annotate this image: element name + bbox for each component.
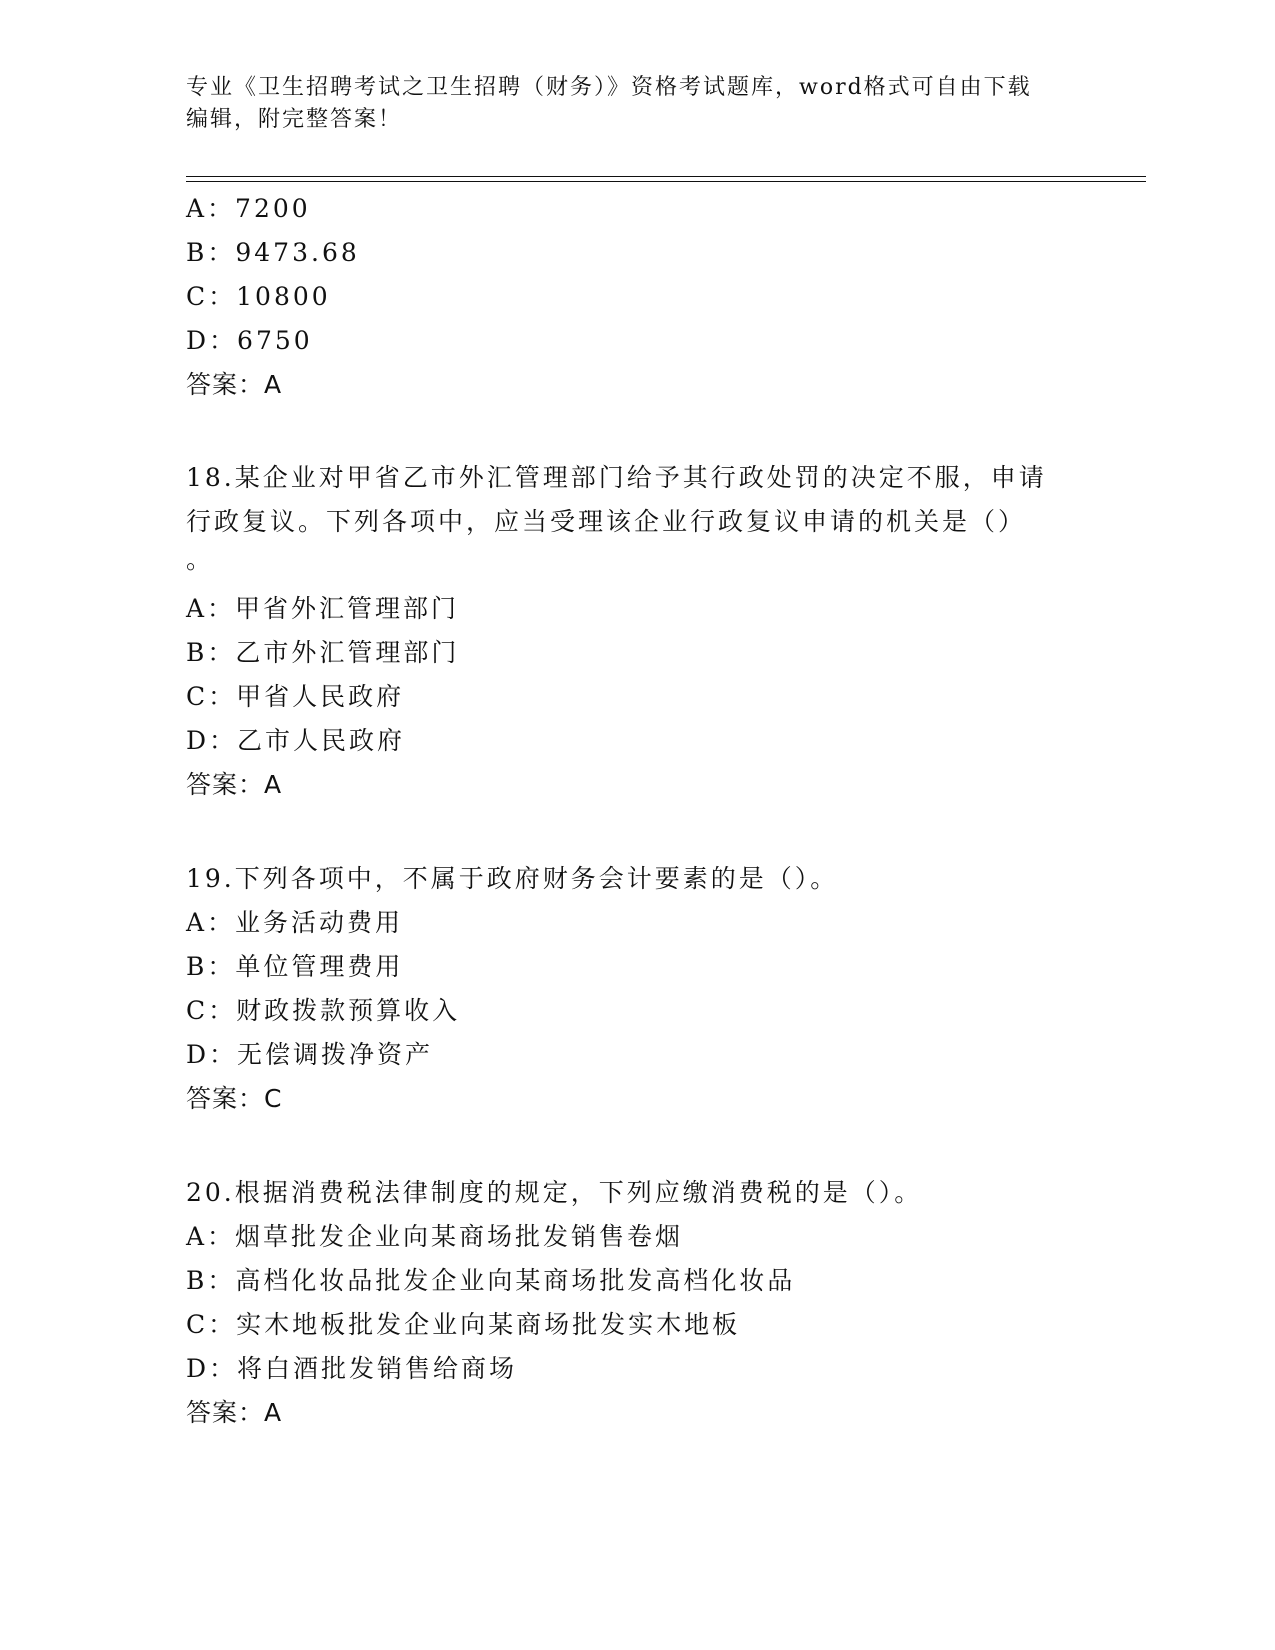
q18-stem-line-1: 18.某企业对甲省乙市外汇管理部门给予其行政处罚的决定不服，申请	[186, 463, 1047, 492]
q18-option-d: D：乙市人民政府	[186, 726, 406, 755]
document-header	[186, 72, 1066, 136]
q18-stem-line-2: 行政复议。下列各项中，应当受理该企业行政复议申请的机关是（）	[186, 507, 1027, 536]
q19-option-b: B：单位管理费用	[186, 952, 404, 981]
q20-stem: 20.根据消费税法律制度的规定，下列应缴消费税的是（）。	[186, 1178, 923, 1207]
q19-stem: 19.下列各项中，不属于政府财务会计要素的是（）。	[186, 864, 839, 893]
header-line-1: 专业《卫生招聘考试之卫生招聘（财务）》资格考试题库，word格式可自由下载	[186, 75, 1032, 100]
q19-option-a: A：业务活动费用	[186, 908, 404, 937]
q20-option-d: D：将白酒批发销售给商场	[186, 1354, 518, 1383]
q18-stem-line-3: 。	[186, 545, 215, 574]
q19-option-c: C：财政拨款预算收入	[186, 996, 461, 1025]
q17-answer: 答案：A	[186, 370, 283, 399]
q18-option-b: B：乙市外汇管理部门	[186, 638, 460, 667]
q17-option-b: B：9473.68	[186, 238, 360, 267]
q20-option-c: C：实木地板批发企业向某商场批发实木地板	[186, 1310, 741, 1339]
q18-option-a: A：甲省外汇管理部门	[186, 594, 460, 623]
q20-option-a: A：烟草批发企业向某商场批发销售卷烟	[186, 1222, 684, 1251]
q19-answer: 答案：C	[186, 1084, 283, 1113]
header-divider-top	[186, 176, 1146, 177]
q19-option-d: D：无偿调拨净资产	[186, 1040, 434, 1069]
q20-option-b: B：高档化妆品批发企业向某商场批发高档化妆品	[186, 1266, 796, 1295]
header-line-2: 编辑，附完整答案！	[186, 107, 403, 132]
q17-option-a: A：7200	[186, 194, 311, 223]
q18-answer: 答案：A	[186, 770, 283, 799]
q18-option-c: C：甲省人民政府	[186, 682, 405, 711]
q17-option-d: D：6750	[186, 326, 313, 355]
q20-answer: 答案：A	[186, 1398, 283, 1427]
header-divider-bottom	[186, 181, 1146, 182]
q17-option-c: C：10800	[186, 282, 331, 311]
